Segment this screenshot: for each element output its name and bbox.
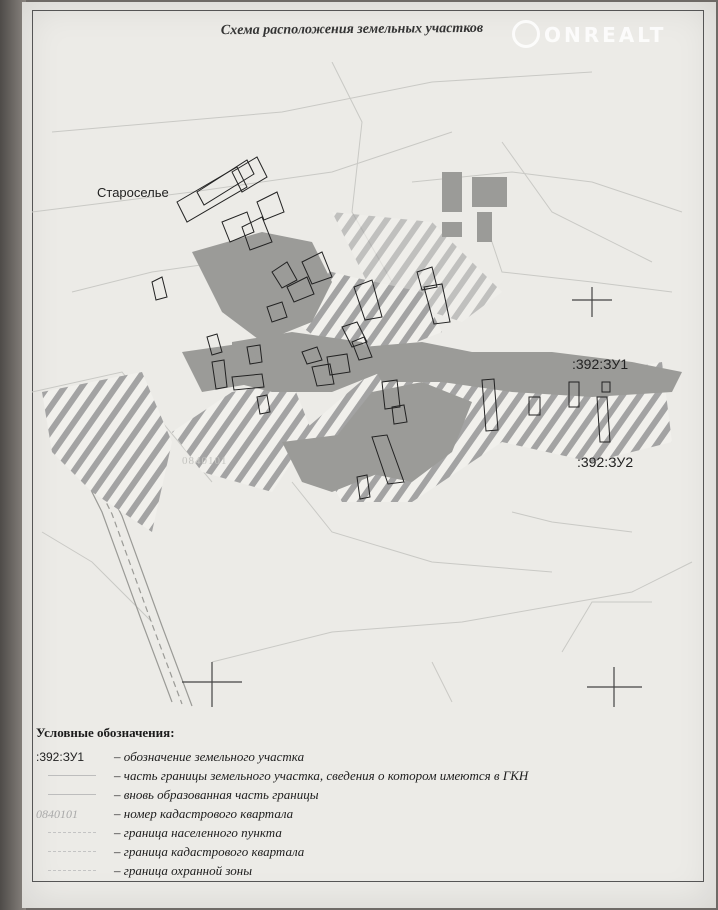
cadastral-map [32, 62, 700, 712]
parcel-label-zu2: :392:ЗУ2 [577, 454, 634, 470]
legend-item [36, 823, 676, 842]
legend-symbol-gkn-boundary [48, 775, 96, 776]
legend-symbol-parcel-label: :392:ЗУ1 [36, 750, 85, 764]
legend-symbol-new-boundary [48, 794, 96, 795]
legend-symbol-quarter-boundary [48, 851, 96, 852]
document-title: Схема расположения земельных участков [220, 20, 484, 39]
legend-description: – номер кадастрового квартала [114, 806, 294, 821]
legend-description: – граница кадастрового квартала [114, 844, 305, 859]
legend-symbol-protection-zone [48, 870, 96, 871]
legend-item [36, 747, 676, 766]
parcel-label-zu1: :392:ЗУ1 [572, 356, 629, 372]
legend-item [36, 804, 676, 823]
watermark-text: ONREALT [544, 23, 667, 47]
watermark [512, 20, 666, 48]
quarter-number-label: 0840101 [182, 455, 228, 467]
legend-symbol-settlement-boundary [48, 832, 96, 833]
legend [36, 725, 676, 880]
settlement-label: Староселье [97, 185, 169, 200]
legend-description: – часть границы земельного участка, сведения о котором имеются в ГКН [114, 768, 529, 783]
legend-description: – граница населенного пункта [114, 825, 282, 840]
document-sheet [22, 2, 716, 908]
legend-symbol-quarter-number: 0840101 [36, 807, 78, 821]
watermark-logo-icon [512, 20, 540, 48]
legend-description: – вновь образованная часть границы [114, 787, 319, 802]
legend-title: Условные обозначения: [36, 725, 175, 740]
legend-item [36, 785, 676, 804]
legend-item [36, 861, 676, 880]
legend-item [36, 766, 676, 785]
legend-item [36, 842, 676, 861]
legend-description: – обозначение земельного участка [114, 749, 305, 764]
legend-description: – граница охранной зоны [114, 863, 252, 878]
